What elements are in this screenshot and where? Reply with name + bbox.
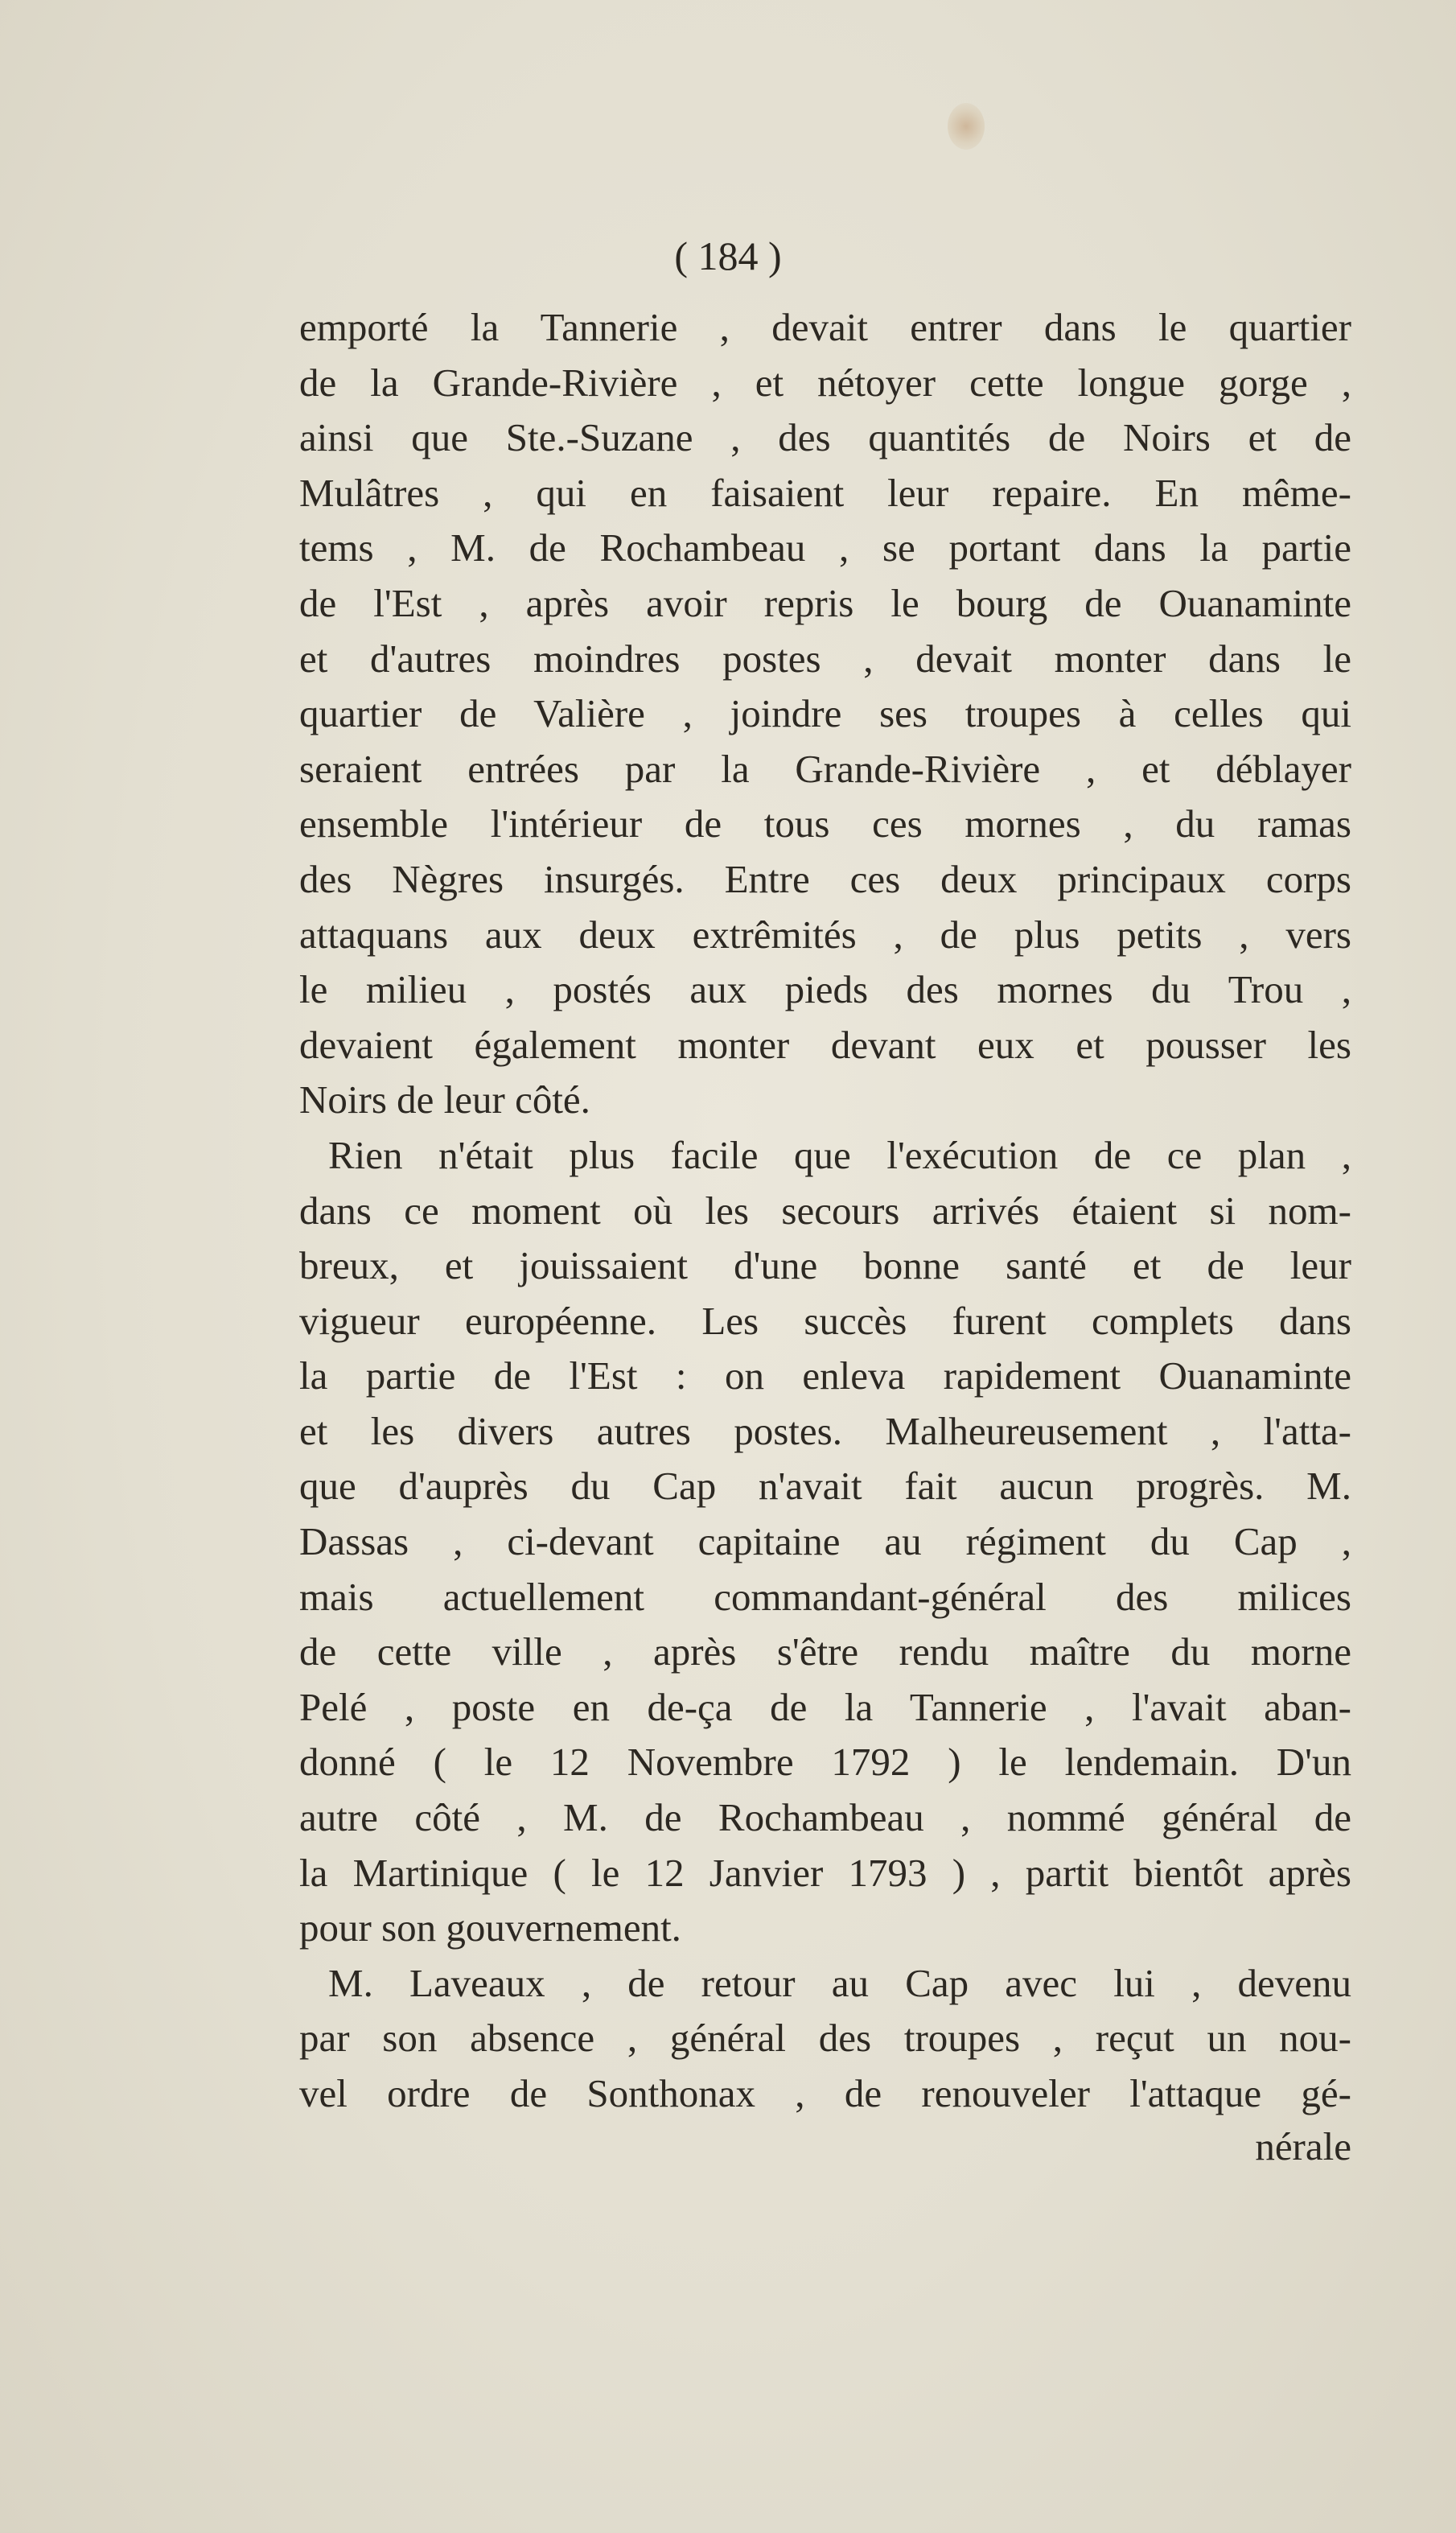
paragraph-start-line: M. Laveaux , de retour au Cap avec lui , devenu	[328, 1960, 1351, 2005]
text-line: et les divers autres postes. Malheureusement , l'atta-	[299, 1408, 1351, 1453]
text-line: attaquans aux deux extrêmités , de plus petits , vers	[299, 912, 1351, 957]
paragraph-end-line: Noirs de leur côté.	[299, 1077, 590, 1122]
body-text	[299, 300, 1351, 2122]
text-line: de la Grande-Rivière , et nétoyer cette longue gorge ,	[299, 360, 1351, 405]
text-line: la Martinique ( le 12 Janvier 1793 ) , partit bientôt après	[299, 1850, 1351, 1895]
text-line: seraient entrées par la Grande-Rivière , et déblayer	[299, 746, 1351, 791]
text-line: donné ( le 12 Novembre 1792 ) le lendemain. D'un	[299, 1740, 1351, 1785]
text-line: ainsi que Ste.-Suzane , des quantités de Noirs et de	[299, 415, 1351, 460]
text-line: Mulâtres , qui en faisaient leur repaire. En même-	[299, 470, 1351, 515]
text-line: devaient également monter devant eux et pousser les	[299, 1022, 1351, 1067]
text-line: dans ce moment où les secours arrivés étaient si nom-	[299, 1188, 1351, 1233]
text-line: quartier de Valière , joindre ses troupes à celles qui	[299, 691, 1351, 736]
text-line: Pelé , poste en de-ça de la Tannerie , l'avait aban-	[299, 1684, 1351, 1729]
page-number: ( 184 )	[674, 233, 782, 278]
catchword: nérale	[1255, 2124, 1351, 2168]
text-line: que d'auprès du Cap n'avait fait aucun progrès. M.	[299, 1464, 1351, 1509]
paragraph-start-line: Rien n'était plus facile que l'exécution de ce plan ,	[328, 1132, 1351, 1177]
text-line: emporté la Tannerie , devait entrer dans le quartier	[299, 305, 1351, 349]
foxing-stain	[948, 103, 985, 150]
text-line: la partie de l'Est : on enleva rapidement Ouanaminte	[299, 1353, 1351, 1398]
text-line: tems , M. de Rochambeau , se portant dans la partie	[299, 525, 1351, 570]
text-line: par son absence , général des troupes , reçut un nou-	[299, 2016, 1351, 2061]
text-line: et d'autres moindres postes , devait monter dans le	[299, 636, 1351, 681]
text-line: breux, et jouissaient d'une bonne santé et de leur	[299, 1243, 1351, 1288]
text-line: Dassas , ci-devant capitaine au régiment du Cap ,	[299, 1519, 1351, 1564]
text-line: de cette ville , après s'être rendu maître du morne	[299, 1629, 1351, 1674]
text-line: des Nègres insurgés. Entre ces deux principaux corps	[299, 856, 1351, 901]
text-line: autre côté , M. de Rochambeau , nommé général de	[299, 1795, 1351, 1840]
text-line: vel ordre de Sonthonax , de renouveler l'attaque gé-	[299, 2071, 1351, 2115]
paragraph-end-line: pour son gouvernement.	[299, 1905, 681, 1950]
text-line: ensemble l'intérieur de tous ces mornes , du ramas	[299, 801, 1351, 846]
text-line: mais actuellement commandant-général des milices	[299, 1574, 1351, 1619]
text-line: de l'Est , après avoir repris le bourg de Ouanaminte	[299, 580, 1351, 625]
text-line: vigueur européenne. Les succès furent complets dans	[299, 1298, 1351, 1343]
text-line: le milieu , postés aux pieds des mornes du Trou ,	[299, 967, 1351, 1012]
